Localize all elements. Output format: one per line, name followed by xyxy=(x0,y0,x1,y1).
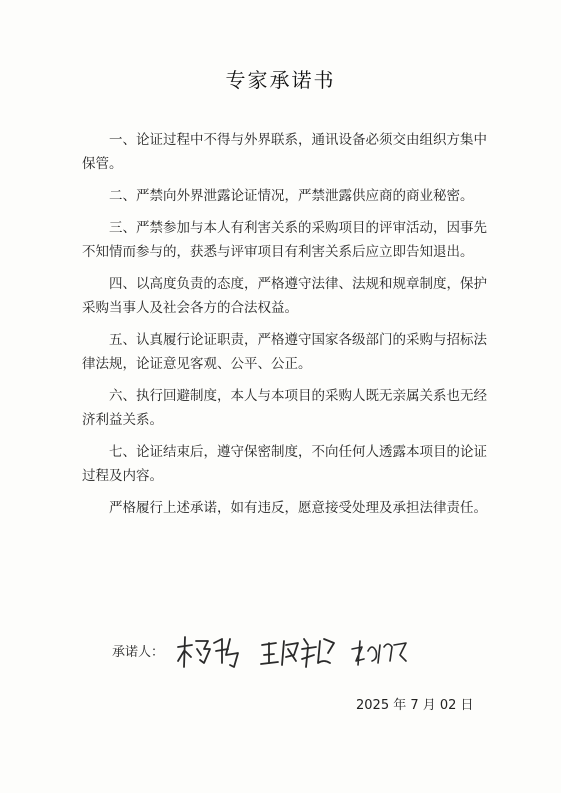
document-body xyxy=(82,128,487,528)
closing-statement: 严格履行上述承诺，如有违反，愿意接受处理及承担法律责任。 xyxy=(109,500,487,516)
signature-3 xyxy=(348,633,410,673)
clause-7: 七、论证结束后，遵守保密制度，不向任何人透露本项目的论证过程及内容。 xyxy=(82,444,487,484)
signer-label: 承诺人： xyxy=(112,645,165,660)
clause-1: 一、论证过程中不得与外界联系，通讯设备必须交由组织方集中保管。 xyxy=(82,132,487,172)
document-title: 专家承诺书 xyxy=(225,68,336,92)
clause-3: 三、严禁参加与本人有利害关系的采购项目的评审活动，因事先不知情而参与的，获悉与评审项目有利害关系后应立即告知退出。 xyxy=(82,220,487,260)
clause-5: 五、认真履行论证职责，严格遵守国家各级部门的采购与招标法律法规，论证意见客观、公平、公正。 xyxy=(82,332,487,372)
clause-2: 二、严禁向外界泄露论证情况，严禁泄露供应商的商业秘密。 xyxy=(109,188,474,204)
signature-block xyxy=(112,633,442,673)
clause-6: 六、执行回避制度，本人与本项目的采购人既无亲属关系也无经济利益关系。 xyxy=(82,388,487,428)
clause-4: 四、以高度负责的态度，严格遵守法律、法规和规章制度，保护采购当事人及社会各方的合法权益。 xyxy=(82,276,487,316)
document-date: 2025 年 7 月 02 日 xyxy=(356,698,474,713)
signature-1 xyxy=(174,633,242,673)
signature-2 xyxy=(258,633,338,673)
